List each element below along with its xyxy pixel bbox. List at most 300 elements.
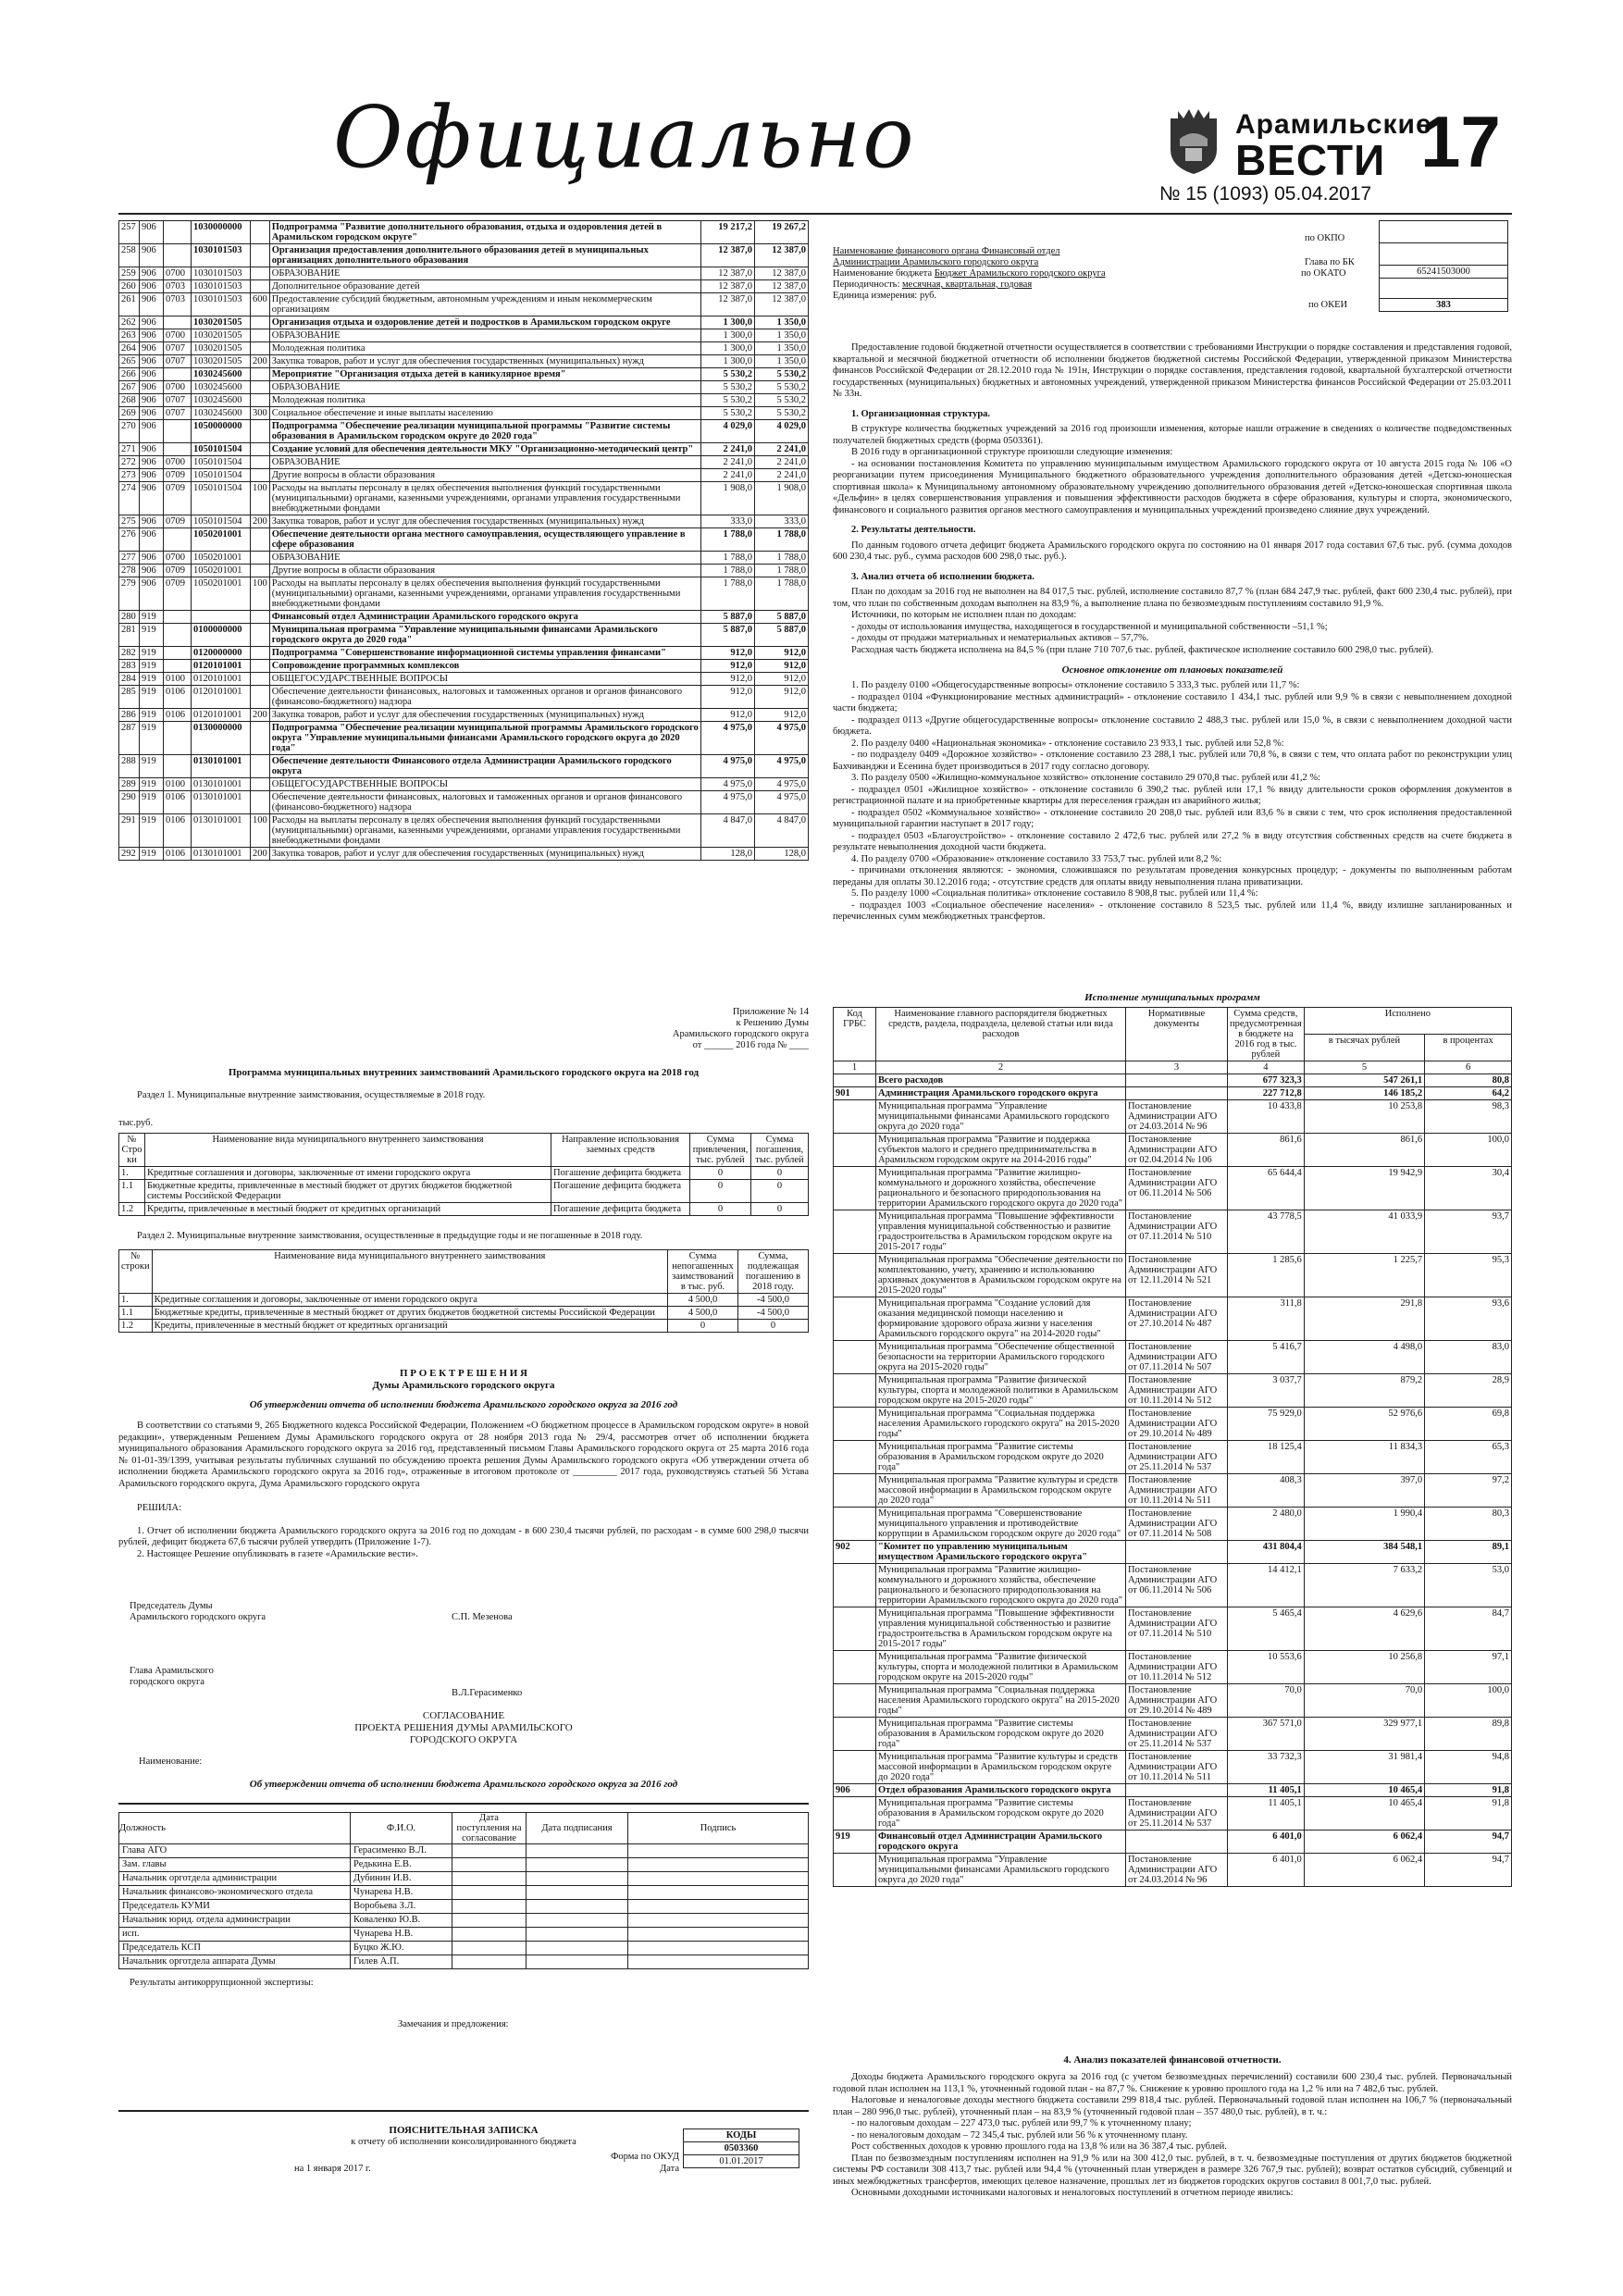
note-subtitle: к отчету об исполнении консолидированного бюджета — [351, 2137, 576, 2147]
table-cell: 64,2 — [1425, 1087, 1512, 1100]
paragraph: В 2016 году в организационной структуре произошли следующие изменения: — [851, 447, 1173, 457]
table-row — [119, 267, 809, 280]
table-cell: 1 350,0 — [755, 316, 809, 329]
table-cell — [834, 1718, 876, 1751]
table-cell: 0120101001 — [192, 686, 251, 709]
table-cell: 5 530,2 — [701, 381, 755, 394]
table-cell: Постановление Администрации АГО от 02.04.2014 № 106 — [1126, 1134, 1228, 1167]
table-cell — [1126, 1541, 1228, 1564]
table-cell — [452, 1858, 527, 1872]
table-cell: Дополнительное образование детей — [269, 280, 700, 293]
table-cell — [834, 1854, 876, 1887]
table-cell: 4 500,0 — [668, 1307, 738, 1320]
table-cell: 12 387,0 — [755, 293, 809, 316]
draft-subject: Об утверждении отчета об исполнении бюджета Арамильского городского округа за 2016 год — [249, 1399, 678, 1410]
table-cell: Другие вопросы в области образования — [269, 565, 700, 577]
table-cell: 919 — [140, 848, 164, 861]
table-cell: Муниципальная программа "Развитие системы образования в Арамильском городском округе до 2020 года" — [876, 1718, 1126, 1751]
table-cell — [1126, 1074, 1228, 1087]
table-cell: 1 788,0 — [755, 528, 809, 552]
table-cell — [834, 1408, 876, 1441]
table-cell: 0709 — [164, 565, 192, 577]
table-cell: Закупка товаров, работ и услуг для обеспечения государственных (муниципальных) нужд — [269, 515, 700, 528]
table-cell: 65 644,4 — [1228, 1167, 1305, 1210]
table-cell: 1 300,0 — [701, 355, 755, 368]
table-cell: 291,8 — [1304, 1297, 1424, 1341]
table-cell: Закупка товаров, работ и услуг для обеспечения государственных (муниципальных) нужд — [269, 848, 700, 861]
table-cell: 4 975,0 — [755, 791, 809, 814]
table-cell: 11 834,3 — [1304, 1441, 1424, 1474]
table-cell — [834, 1684, 876, 1718]
table-cell: 1050101504 — [192, 456, 251, 469]
table-cell: 912,0 — [755, 686, 809, 709]
table-cell: 0709 — [164, 482, 192, 515]
table-row — [119, 394, 809, 407]
report-header — [833, 220, 1512, 322]
agreement-line: ПРОЕКТА РЕШЕНИЯ ДУМЫ АРАМИЛЬСКОГО — [354, 1722, 573, 1733]
paragraph: 3. По разделу 0500 «Жилищно-коммунальное хозяйство» отклонение составило 29 070,8 тыс. рублей или 41,2 %: — [851, 773, 1321, 783]
table-row — [119, 1914, 809, 1928]
table-cell: Обеспечение деятельности финансовых, налоговых и таможенных органов и органов финансового (финансово-бюджетного) надзора — [269, 791, 700, 814]
table-cell: 0709 — [164, 515, 192, 528]
table-cell: 0100 — [164, 778, 192, 791]
table-cell: 397,0 — [1304, 1474, 1424, 1508]
table-cell: 128,0 — [701, 848, 755, 861]
table-cell: Кредитные соглашения и договоры, заключенные от имени городского округа — [152, 1294, 667, 1307]
table-cell — [628, 1955, 809, 1969]
table-cell: 902 — [834, 1541, 876, 1564]
table-cell: 408,3 — [1228, 1474, 1305, 1508]
table-cell: Погашение дефицита бюджета — [551, 1167, 690, 1180]
table-cell — [251, 469, 270, 482]
paragraph: Основными доходными источниками налоговых и неналоговых поступлений в отчетном периоде явились: — [851, 2188, 1294, 2198]
table-cell: Бюджетные кредиты, привлеченные в местный бюджет от других бюджетов бюджетной системы Российской Федерации — [152, 1307, 667, 1320]
table-cell: Муниципальная программа "Развитие системы образования в Арамильском городском округе до 2020 года" — [876, 1797, 1126, 1831]
table-row — [834, 1541, 1512, 1564]
table-cell: Сопровождение программных комплексов — [269, 660, 700, 673]
table-cell — [251, 342, 270, 355]
table-cell: 0120101001 — [192, 673, 251, 686]
table-row — [119, 1203, 809, 1216]
paragraph: Налоговые и неналоговые доходы местного бюджета составили 299 818,4 тыс. рублей. Первоначальный годовой план исполнен на 106,7 % (первоначальный план – 280 996,0 тыс. рублей), уточненный план – на 83,9 % (уточненный годовой план – 357 480,0 тыс. рублей), в т. ч.: — [833, 2095, 1512, 2117]
table-cell: Муниципальная программа "Развитие жилищно-коммунального и дорожного хозяйства, обеспечение рационального и безопасного природопользования на территории Арамильского городского округа до 2020 года" — [876, 1167, 1126, 1210]
table-cell: Администрация Арамильского городского округа — [876, 1087, 1126, 1100]
table-cell: 10 553,6 — [1228, 1651, 1305, 1684]
table-cell: 0 — [690, 1167, 751, 1180]
table-cell: 906 — [140, 577, 164, 611]
date-code: 01.01.2017 — [684, 2155, 799, 2168]
financial-analysis — [833, 2054, 1512, 2200]
table-cell: 1 788,0 — [701, 577, 755, 611]
paragraph: Рост собственных доходов к уровню прошлого года на 13,8 % или на 36 387,4 тыс. рублей. — [851, 2141, 1227, 2152]
table-cell — [452, 1900, 527, 1914]
table-cell: 0709 — [164, 577, 192, 611]
table-cell: 261 — [119, 293, 140, 316]
table-row — [119, 577, 809, 611]
agreement-line: СОГЛАСОВАНИЕ — [422, 1710, 505, 1721]
appendix-line: Приложение № 14 — [732, 1007, 809, 1017]
table-cell: 94,8 — [1425, 1751, 1512, 1784]
table-cell: 0130101001 — [192, 791, 251, 814]
table-cell: Муниципальная программа "Развитие физической культуры, спорта и молодежной политики в Арамильском городском округе на 2015-2020 годы" — [876, 1651, 1126, 1684]
table-cell: 0106 — [164, 791, 192, 814]
table-row — [119, 1167, 809, 1180]
table-cell: 5 416,7 — [1228, 1341, 1305, 1374]
table-cell — [452, 1886, 527, 1900]
table-cell: Расходы на выплаты персоналу в целях обеспечения выполнения функций государственными (муниципальными) органами, казенными учреждениями, органами управления государственными внебюджетными фондами — [269, 577, 700, 611]
table-cell: Чунарева Н.В. — [351, 1928, 452, 1942]
table-cell: Муниципальная программа "Повышение эффективности управления муниципальной собственностью и развитие градостроительства в Арамильском городском округе на 2015-2017 годы" — [876, 1210, 1126, 1254]
table-cell: 906 — [140, 456, 164, 469]
table-cell: 10 256,8 — [1304, 1651, 1424, 1684]
table-cell: 83,0 — [1425, 1341, 1512, 1374]
table-cell: 98,3 — [1425, 1100, 1512, 1134]
table-cell — [251, 660, 270, 673]
paragraph: - на основании постановления Комитета по управлению муниципальным имуществом Арамильского городского округа от 10 августа 2015 года № 106 «О реорганизации путем присоединения Муниципального бюджетного образовательного учреждения дополнительного образования детей «Детско-юношеская спортивная школа» к Муниципальному автономному образовательному учреждению дополнительного образования детей «Детско-юношеская спортивная школа «Дельфин» в целях совершенствования управления и повышения эффективности расходов бюджета в сфере образования, культуры и спорта, экономического, финансового и социального развития органов местного самоуправления и муниципальных учреждений произведено слияние двух учреждений. — [833, 458, 1512, 515]
table-cell — [834, 1651, 876, 1684]
borrowing-table-2 — [118, 1249, 809, 1333]
bk-code — [1380, 243, 1508, 266]
table-cell: Постановление Администрации АГО от 24.03.2014 № 96 — [1126, 1100, 1228, 1134]
name-label: Наименование: — [139, 1756, 203, 1767]
table-cell: Муниципальная программа "Развитие физической культуры, спорта и молодежной политики в Арамильском городском округе на 2015-2020 годы" — [876, 1374, 1126, 1408]
table-cell: ОБРАЗОВАНИЕ — [269, 552, 700, 565]
blank-code — [1380, 279, 1508, 299]
table-cell: Мероприятие "Организация отдыха детей в каникулярное время" — [269, 368, 700, 381]
table-cell: Постановление Администрации АГО от 07.11.2014 № 507 — [1126, 1341, 1228, 1374]
table-row — [119, 709, 809, 722]
table-cell: Начальник орготдела аппарата Думы — [119, 1955, 351, 1969]
table-cell: Коваленко Ю.В. — [351, 1914, 452, 1928]
borrowing-table-1 — [118, 1133, 809, 1216]
table-cell — [164, 221, 192, 244]
table-cell: Другие вопросы в области образования — [269, 469, 700, 482]
paragraph: План по безвозмездным поступлениям исполнен на 91,9 % или на 300 412,0 тыс. рублей, в т. ч. безвозмездные поступления от других бюджетов бюджетной системы РФ составили 308 413,7 тыс. рублей или 94,4 % (уточненный план утвержден в размере 326 767,9 тыс. рублей); возврат остатков субсидий, субвенций и иных межбюджетных трансфертов, имеющих целевое назначение, прошлых лет из бюджетов городских округов составил 8 001,7,0 тыс. рублей. — [833, 2153, 1512, 2187]
budget-name — [833, 268, 1258, 279]
table-cell: 65,3 — [1425, 1441, 1512, 1474]
table-row — [119, 624, 809, 647]
table-cell: Обеспечение деятельности финансовых, налоговых и таможенных органов и органов финансового (финансово-бюджетного) надзора — [269, 686, 700, 709]
table-cell: 367 571,0 — [1228, 1718, 1305, 1751]
table-row — [119, 660, 809, 673]
table-cell: 12 387,0 — [755, 244, 809, 267]
table-cell: Отдел образования Арамильского городского округа — [876, 1784, 1126, 1797]
table-cell: 97,1 — [1425, 1651, 1512, 1684]
table-cell: 100,0 — [1425, 1684, 1512, 1718]
table-cell: 276 — [119, 528, 140, 552]
approval-table — [118, 1812, 809, 1969]
bk-label: Глава по БК — [1305, 257, 1355, 267]
table-cell: 100 — [251, 814, 270, 848]
table-cell: 431 804,4 — [1228, 1541, 1305, 1564]
table-cell: 0 — [751, 1167, 809, 1180]
table-cell — [251, 565, 270, 577]
table-row — [119, 1844, 809, 1858]
table-cell: 260 — [119, 280, 140, 293]
paragraph: - доходы от продажи материальных и нематериальных активов – 57,7%. — [851, 633, 1149, 643]
table-cell: 263 — [119, 329, 140, 342]
table-cell: -4 500,0 — [738, 1294, 809, 1307]
table-cell: Расходы на выплаты персоналу в целях обеспечения выполнения функций государственными (муниципальными) органами, казенными учреждениями, органами управления государственными внебюджетными фондами — [269, 482, 700, 515]
table-cell: 919 — [140, 686, 164, 709]
table-cell — [164, 647, 192, 660]
table-cell: 12 387,0 — [701, 280, 755, 293]
table-cell: 919 — [140, 611, 164, 624]
table-cell: 1 285,6 — [1228, 1254, 1305, 1297]
table-cell: Создание условий для обеспечения деятельности МКУ "Организационно-методический центр" — [269, 443, 700, 456]
paragraph: Доходы бюджета Арамильского городского округа за 2016 год (с учетом безвозмездных перечислений) составили 600 230,4 тыс. рублей. Первоначальный годовой план исполнен на 113,1 %, уточненный годовой план - на 87,7 %. Снижение к уровню прошлого года на 1,2 % или на 7 482,6 тыс. рублей. — [833, 2072, 1512, 2094]
table-header: Должность — [119, 1813, 351, 1844]
paragraph: - по неналоговым доходам – 72 345,4 тыс. рублей или 56 % к уточненному плану. — [851, 2129, 1188, 2141]
table-cell: 0700 — [164, 381, 192, 394]
table-cell: ОБРАЗОВАНИЕ — [269, 456, 700, 469]
table-row — [119, 722, 809, 755]
table-cell — [164, 368, 192, 381]
table-cell: 329 977,1 — [1304, 1718, 1424, 1751]
table-cell — [1126, 1087, 1228, 1100]
table-cell: 278 — [119, 565, 140, 577]
table-cell — [834, 1254, 876, 1297]
table-cell: 264 — [119, 342, 140, 355]
okei-code: 383 — [1380, 299, 1508, 312]
table-cell: Кредитные соглашения и договоры, заключенные от имени городского округа — [145, 1167, 551, 1180]
table-cell — [834, 1297, 876, 1341]
table-cell: 287 — [119, 722, 140, 755]
table-cell: 1 350,0 — [755, 329, 809, 342]
table-cell: 53,0 — [1425, 1564, 1512, 1607]
section-heading: 2. Результаты деятельности. — [851, 525, 976, 535]
table-cell — [164, 660, 192, 673]
table-cell: 1 300,0 — [701, 316, 755, 329]
table-header: 6 — [1425, 1061, 1512, 1074]
table-cell: 84,7 — [1425, 1607, 1512, 1651]
table-cell: 128,0 — [755, 848, 809, 861]
table-cell: Погашение дефицита бюджета — [551, 1203, 690, 1216]
table-cell — [251, 368, 270, 381]
table-cell: 4 498,0 — [1304, 1341, 1424, 1374]
table-cell: 2 241,0 — [755, 456, 809, 469]
table-cell — [192, 611, 251, 624]
table-cell: 4 975,0 — [755, 755, 809, 778]
table-row — [834, 1831, 1512, 1854]
table-cell: 80,8 — [1425, 1074, 1512, 1087]
table-cell: 267 — [119, 381, 140, 394]
table-cell: 70,0 — [1228, 1684, 1305, 1718]
table-cell — [164, 443, 192, 456]
table-cell: 1030201505 — [192, 355, 251, 368]
paragraph: 5. По разделу 1000 «Социальная политика» отклонение составило 8 908,8 тыс. рублей или 11,4 %: — [851, 888, 1258, 899]
okpo-label: по ОКПО — [1305, 233, 1345, 243]
name-value: Об утверждении отчета об исполнении бюджета Арамильского городского округа за 2016 год — [249, 1779, 678, 1790]
table-cell — [834, 1074, 876, 1087]
table-row — [119, 1307, 809, 1320]
table-cell — [834, 1100, 876, 1134]
table-row — [834, 1087, 1512, 1100]
table-cell — [251, 316, 270, 329]
table-cell: 1 788,0 — [755, 552, 809, 565]
table-cell: 146 185,2 — [1304, 1087, 1424, 1100]
table-cell — [251, 722, 270, 755]
table-cell — [251, 791, 270, 814]
table-cell: 919 — [834, 1831, 876, 1854]
table-cell: 288 — [119, 755, 140, 778]
okpo-code — [1380, 221, 1508, 243]
signer-name: В.Л.Герасименко — [452, 1688, 523, 1698]
table-cell: 1. — [119, 1294, 153, 1307]
agreement-heading — [118, 1710, 809, 1746]
fin-org-label: Наименование финансового органа — [833, 246, 980, 256]
table-row — [834, 1297, 1512, 1341]
table-cell: 5 530,2 — [701, 407, 755, 420]
table-cell: 2 241,0 — [701, 456, 755, 469]
table-cell: 0707 — [164, 407, 192, 420]
table-cell: 1030201505 — [192, 329, 251, 342]
table-cell: 1050101504 — [192, 515, 251, 528]
table-cell: 292 — [119, 848, 140, 861]
table-cell — [527, 1872, 628, 1886]
codes-header: КОДЫ — [684, 2129, 799, 2142]
table-cell: Погашение дефицита бюджета — [551, 1180, 690, 1203]
table-cell: 0120101001 — [192, 709, 251, 722]
table-cell: 0106 — [164, 709, 192, 722]
table-row — [119, 848, 809, 861]
paragraph: Источники, по которым не исполнен план по доходам: — [851, 610, 1077, 620]
table-cell: 906 — [140, 368, 164, 381]
periodicity — [833, 279, 1032, 291]
table-cell — [834, 1210, 876, 1254]
coat-of-arms-icon — [1161, 102, 1226, 176]
table-cell: 1030245600 — [192, 407, 251, 420]
unit-measure: Единица измерения: руб. — [833, 291, 937, 301]
table-row — [119, 552, 809, 565]
table-cell — [834, 1751, 876, 1784]
table-cell: Кредиты, привлеченные в местный бюджет от кредитных организаций — [152, 1320, 667, 1333]
paragraph: - доходы от использования имущества, находящегося в государственной и муниципальной собственности –51,1 %; — [851, 621, 1328, 632]
table-cell: 5 887,0 — [701, 624, 755, 647]
table-row — [119, 469, 809, 482]
table-cell: 919 — [140, 814, 164, 848]
section-heading: Основное отклонение от плановых показателей — [1061, 664, 1283, 676]
programs-title: Исполнение муниципальных программ — [1084, 992, 1260, 1003]
table-cell: 2 241,0 — [701, 469, 755, 482]
table-header: Наименование вида муниципального внутреннего заимствования — [152, 1250, 667, 1294]
table-cell: 912,0 — [755, 709, 809, 722]
table-cell — [527, 1955, 628, 1969]
table-row — [119, 1900, 809, 1914]
table-cell: 919 — [140, 755, 164, 778]
table-cell: 6 401,0 — [1228, 1831, 1305, 1854]
table-cell: Постановление Администрации АГО от 25.11.2014 № 537 — [1126, 1441, 1228, 1474]
table-cell: Гилев А.П. — [351, 1955, 452, 1969]
table-cell — [527, 1942, 628, 1955]
table-cell — [251, 552, 270, 565]
paragraph: - подраздел 0104 «Функционирование местных администраций» - отклонение составило 1 434,1 тыс. рублей или 9,9 % в связи с невыполнением доходной части бюджета; — [833, 691, 1512, 714]
table-cell: Всего расходов — [876, 1074, 1126, 1087]
table-row — [834, 1651, 1512, 1684]
table-cell: 4 975,0 — [755, 778, 809, 791]
table-cell: 912,0 — [755, 673, 809, 686]
table-row — [119, 1320, 809, 1333]
table-header: в процентах — [1425, 1035, 1512, 1061]
table-row — [834, 1564, 1512, 1607]
table-cell: 7 633,2 — [1304, 1564, 1424, 1607]
table-cell: 4 975,0 — [755, 722, 809, 755]
table-cell: 269 — [119, 407, 140, 420]
table-cell: 14 412,1 — [1228, 1564, 1305, 1607]
table-cell: 200 — [251, 355, 270, 368]
draft-heading: П Р О Е К Т Р Е Ш Е Н И Я — [399, 1368, 527, 1379]
table-cell: 1050201001 — [192, 577, 251, 611]
table-cell — [628, 1858, 809, 1872]
table-cell: 1050201001 — [192, 528, 251, 552]
paragraph: Предоставление годовой бюджетной отчетности осуществляется в соответствии с требованиями Инструкции о порядке составления и представления годовой, квартальной и месячной бюджетной отчетности об исполнении бюджетов бюджетной системы Российской Федерации, утвержденной приказом Министерства финансов Российской Федерации от 28.12.2010 года № 191н, Инструкции о порядке составления, представления годовой, квартальной бухгалтерской отчетности государственных (муниципальных) бюджетных и автономных учреждений, утвержденной приказом Министерства финансов Российской Федерации от 25.03.2011 № 33н. — [833, 342, 1512, 399]
table-cell: Муниципальная программа "Развитие и поддержка субъектов малого и среднего предпринимательства в Арамильском городском округе на 2014-2016 годы" — [876, 1134, 1126, 1167]
table-cell: 384 548,1 — [1304, 1541, 1424, 1564]
table-cell — [164, 244, 192, 267]
table-cell: 75 929,0 — [1228, 1408, 1305, 1441]
table-row — [834, 1797, 1512, 1831]
table-row — [119, 528, 809, 552]
table-cell: 1030245600 — [192, 394, 251, 407]
table-cell: Зам. главы — [119, 1858, 351, 1872]
table-cell: 5 530,2 — [755, 394, 809, 407]
table-cell: 677 323,3 — [1228, 1074, 1305, 1087]
section-heading: 3. Анализ отчета об исполнении бюджета. — [851, 571, 1035, 582]
table-cell — [251, 686, 270, 709]
table-cell: 280 — [119, 611, 140, 624]
table-cell: Муниципальная программа "Совершенствование муниципального управления и противодействие коррупции в Арамильском городском округе до 2020 года" — [876, 1508, 1126, 1541]
note-date: на 1 января 2017 г. — [294, 2164, 371, 2174]
table-cell: Муниципальная программа "Управление муниципальными финансами Арамильского городского округа до 2020 года" — [876, 1854, 1126, 1887]
table-cell: "Комитет по управлению муниципальным имуществом Арамильского городского округа" — [876, 1541, 1126, 1564]
table-row — [119, 611, 809, 624]
table-cell: 4 975,0 — [701, 722, 755, 755]
table-cell: 0700 — [164, 329, 192, 342]
fin-org-name: Финансовый отдел Администрации Арамильского городского округа — [833, 246, 1060, 267]
table-cell — [452, 1914, 527, 1928]
table-cell: 0106 — [164, 848, 192, 861]
table-cell: 19 217,2 — [701, 221, 755, 244]
table-cell — [834, 1341, 876, 1374]
table-cell: ОБЩЕГОСУДАРСТВЕННЫЕ ВОПРОСЫ — [269, 778, 700, 791]
paragraph: - причинами отклонения являются: - экономия, сложившаяся по результатам проведения конкурсных процедур; - документы по выполненным работам переданы для оплаты 30.12.2016 года; - отсутствие средств для оплаты ввиду невыполнения плана приватизации. — [833, 865, 1512, 887]
budget-label: Наименование бюджета — [833, 268, 933, 279]
table-cell — [164, 624, 192, 647]
table-header: Нормативные документы — [1126, 1008, 1228, 1061]
table-header: 5 — [1304, 1061, 1424, 1074]
table-cell: 919 — [140, 624, 164, 647]
table-cell: 0 — [690, 1203, 751, 1216]
table-cell: 91,8 — [1425, 1797, 1512, 1831]
table-cell: 0130000000 — [192, 722, 251, 755]
table-header: Направление использования заемных средств — [551, 1134, 690, 1167]
table-cell: 80,3 — [1425, 1508, 1512, 1541]
table-cell: 906 — [140, 528, 164, 552]
table-cell: 4 975,0 — [701, 778, 755, 791]
explanatory-text — [833, 342, 1512, 924]
table-cell — [251, 443, 270, 456]
table-cell: 906 — [140, 394, 164, 407]
table-cell: 5 530,2 — [755, 381, 809, 394]
table-cell: Кредиты, привлеченные в местный бюджет от кредитных организаций — [145, 1203, 551, 1216]
newspaper-logo — [1161, 102, 1432, 184]
table-cell: Подпрограмма "Совершенствование информационной системы управления финансами" — [269, 647, 700, 660]
table-cell: 1030245600 — [192, 368, 251, 381]
table-cell: Воробьева З.Л. — [351, 1900, 452, 1914]
table-row — [119, 456, 809, 469]
table-cell — [164, 722, 192, 755]
table-cell: 1 788,0 — [755, 577, 809, 611]
